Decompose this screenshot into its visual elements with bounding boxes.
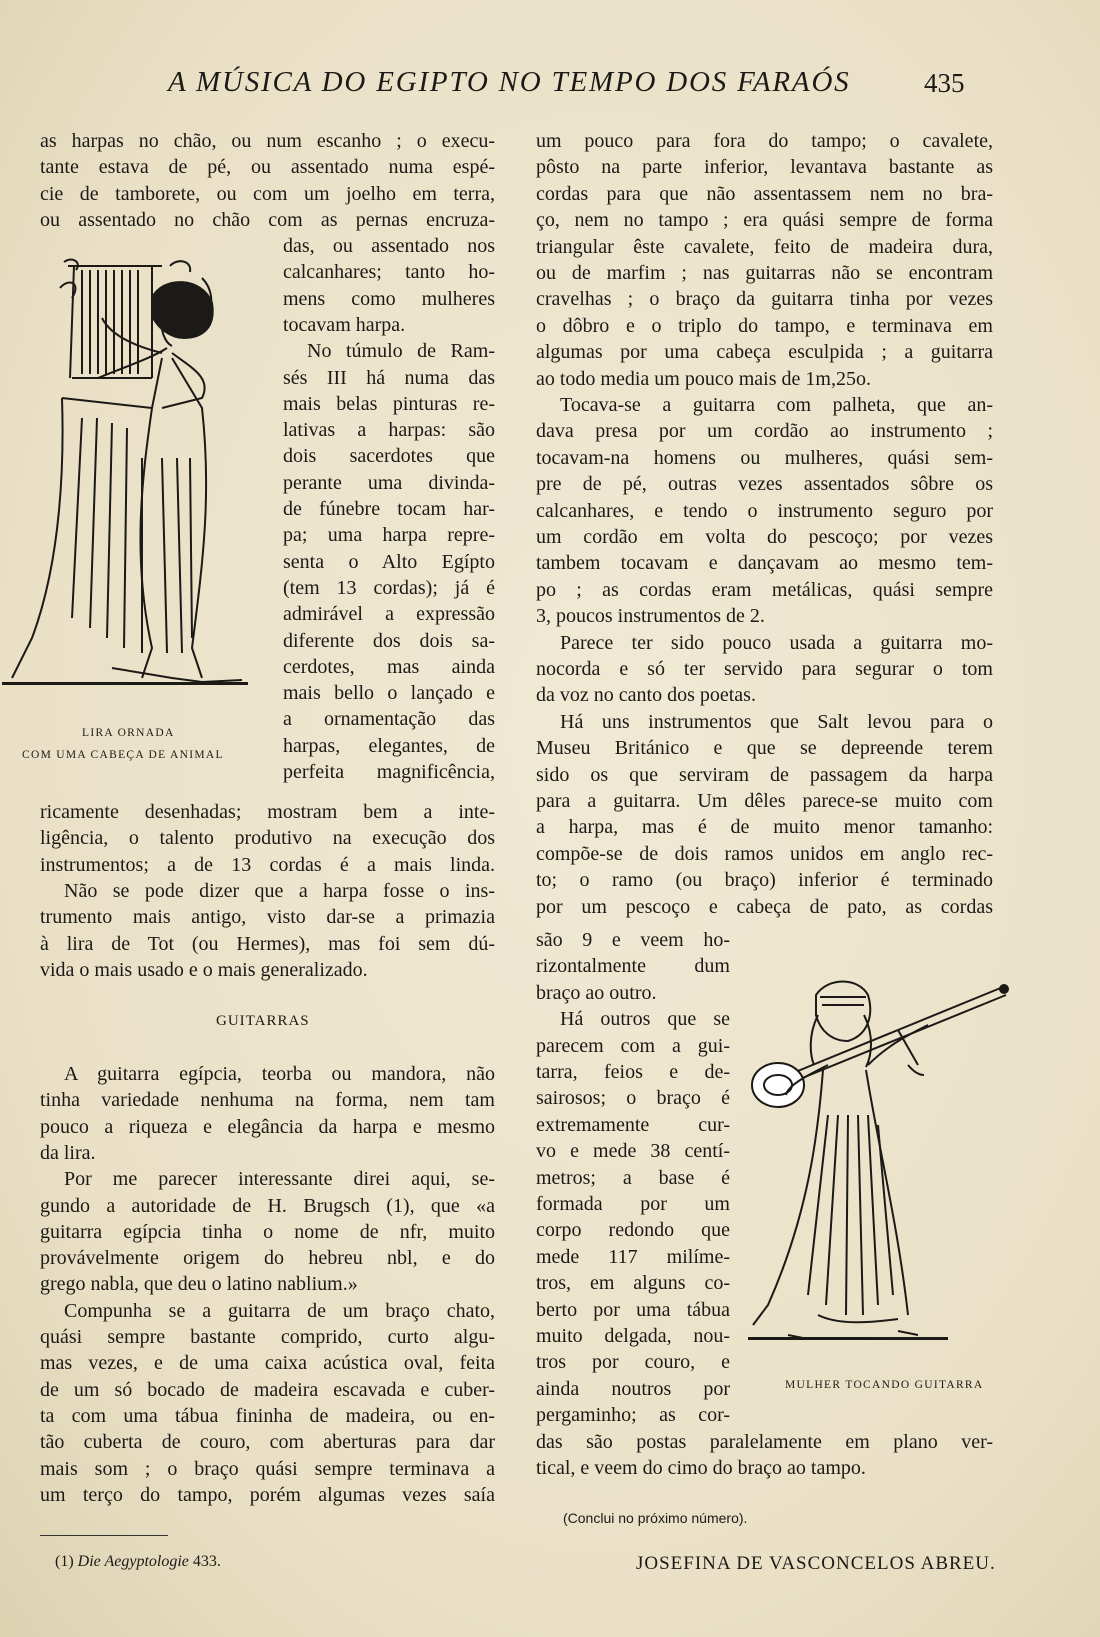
text-line: metros; a base é xyxy=(536,1166,730,1189)
text-line: cordas para que não assentassem nem no bra- xyxy=(536,182,993,205)
text-line: dava presa por um cordão ao instrumento ; xyxy=(536,420,993,443)
text-line: cravelhas ; o braço da guitarra tinha por vezes xyxy=(536,288,993,311)
text-line: extremamente cur- xyxy=(536,1113,730,1136)
text-line: vida o mais usado e o mais generalizado. xyxy=(40,958,368,981)
text-line: ou assentado no chão com as pernas encruza- xyxy=(40,208,495,231)
text-line: as harpas no chão, ou num escanho ; o execu- xyxy=(40,130,495,152)
text-line: Não se pode dizer que a harpa fosse o ins- xyxy=(64,879,495,902)
text-line: mais belas pinturas re- xyxy=(283,392,495,415)
text-line: tros, em alguns co- xyxy=(536,1272,730,1295)
text-line: Há outros que se xyxy=(560,1008,730,1031)
lyre-caption-line-1: LIRA ORNADA xyxy=(82,727,175,739)
text-line: gundo a autoridade de H. Brugsch (1), que «a xyxy=(40,1194,495,1217)
text-line: tical, e veem do cimo do braço ao tampo. xyxy=(536,1457,866,1480)
text-line: algumas por uma cabeça esculpida ; a guitarra xyxy=(536,341,993,364)
text-line: tocavam harpa. xyxy=(283,313,406,336)
section-heading-guitarras: GUITARRAS xyxy=(216,1013,310,1029)
text-line: trumento mais antigo, visto dar-se a primazia xyxy=(40,906,495,929)
text-line: ao todo media um pouco mais de 1m,25o. xyxy=(536,367,871,390)
text-line: ta com uma tábua fininha de madeira, ou en- xyxy=(40,1404,495,1427)
text-line: tante estava de pé, ou assentado numa espé- xyxy=(40,156,495,179)
text-line: Por me parecer interessante direi aqui, se- xyxy=(64,1168,495,1191)
text-line: sés III há numa das xyxy=(283,366,495,389)
text-line: para a guitarra. Um dêles parece-se muito com xyxy=(536,790,993,812)
text-line: ço, nem no tampo ; era quási sempre de forma xyxy=(536,209,993,232)
text-line: um terço do tampo, porém algumas vezes saía xyxy=(40,1483,495,1506)
text-line: da voz no canto dos poetas. xyxy=(536,684,756,707)
text-line: Museu Británico e que se depreende terem xyxy=(536,737,993,760)
text-line: to; o ramo (ou braço) inferior é terminado xyxy=(536,869,993,892)
text-line: Tocava-se a guitarra com palheta, que an- xyxy=(560,394,993,416)
text-line: Parece ter sido pouco usada a guitarra mo- xyxy=(560,631,993,654)
text-line: vo e mede 38 centí- xyxy=(536,1140,730,1163)
text-line: de fúnebre tocam har- xyxy=(283,498,495,520)
text-line: pergaminho; as cor- xyxy=(536,1404,730,1427)
text-line: grego nabla, que deu o latino nablium.» xyxy=(40,1273,358,1296)
text-line: tinha variedade nenhuma na forma, nem tam xyxy=(40,1089,495,1112)
text-line: mais bello o lançado e xyxy=(283,682,495,705)
text-line: ou de marfim ; nas guitarras não se encontram xyxy=(536,262,993,284)
text-line: instrumentos; a de 13 cordas é a mais linda. xyxy=(40,853,495,876)
text-line: mens como mulheres xyxy=(283,287,495,310)
text-line: de um só bocado de madeira escavada e cuber- xyxy=(40,1378,495,1401)
text-line: po ; as cordas eram metálicas, quási sempre xyxy=(536,578,993,601)
text-line: A guitarra egípcia, teorba ou mandora, não xyxy=(64,1063,495,1085)
text-line: compõe-se de dois ramos unidos em anglo rec- xyxy=(536,842,993,865)
text-line: (tem 13 cordas); já é xyxy=(283,576,495,599)
text-line: um pouco para fora do tampo; o cavalete, xyxy=(536,130,993,152)
guitar-caption: MULHER TOCANDO GUITARRA xyxy=(785,1379,984,1391)
text-line: ainda noutros por xyxy=(536,1377,730,1400)
author-signature: JOSEFINA DE VASCONCELOS ABREU. xyxy=(636,1553,996,1574)
text-line: formada por um xyxy=(536,1193,730,1215)
text-line: por um pescoço e cabeça de pato, as cordas xyxy=(536,895,993,918)
continued-note: (Conclui no próximo número). xyxy=(563,1510,748,1526)
text-line: sido os que serviram de passagem da harpa xyxy=(536,763,993,786)
text-line: quási sempre bastante comprido, curto algu- xyxy=(40,1326,495,1348)
text-line: braço ao outro. xyxy=(536,981,657,1004)
text-line: sairosos; o braço é xyxy=(536,1087,730,1110)
text-line: nocorda e só ter servido para segurar o tom xyxy=(536,658,993,680)
text-line: parecem com a gui- xyxy=(536,1034,730,1057)
text-line: berto por uma tábua xyxy=(536,1298,730,1321)
text-line: guitarra egípcia tinha o nome de nfr, muito xyxy=(40,1220,495,1243)
footnote-rule xyxy=(40,1535,168,1536)
text-line: tarra, feios e de- xyxy=(536,1061,730,1083)
text-line: o dôbro e o triplo do tampo, e terminava em xyxy=(536,314,993,337)
text-line: admirável a expressão xyxy=(283,603,495,626)
text-line: dois sacerdotes que xyxy=(283,445,495,468)
text-line: senta o Alto Egípto xyxy=(283,550,495,573)
guitar-player-illustration xyxy=(748,975,1028,1370)
text-line: a harpa, mas é de muito menor tamanho: xyxy=(536,816,993,839)
text-line: cie de tamborete, ou com um joelho em terra, xyxy=(40,182,495,205)
text-line: Compunha se a guitarra de um braço chato, xyxy=(64,1299,495,1322)
text-line: No túmulo de Ram- xyxy=(307,340,495,363)
lyre-caption-line-2: COM UMA CABEÇA DE ANIMAL xyxy=(22,749,224,761)
page-number: 435 xyxy=(924,68,965,98)
text-line: mas vezes, e de uma caixa acústica oval, feita xyxy=(40,1352,495,1375)
text-line: pre de pé, outras vezes assentados sôbre os xyxy=(536,473,993,496)
text-line: rizontalmente dum xyxy=(536,955,730,978)
text-line: perfeita magnificência, xyxy=(283,761,495,783)
footnote-title: Die Aegyptologie xyxy=(77,1553,189,1570)
text-line: diferente dos dois sa- xyxy=(283,629,495,652)
text-line: provávelmente origem do hebreu nbl, e do xyxy=(40,1247,495,1270)
text-line: ligência, o talento produtivo na execução dos xyxy=(40,827,495,850)
text-line: pa; uma harpa repre- xyxy=(283,524,495,547)
text-line: perante uma divinda- xyxy=(283,471,495,494)
text-line: à lira de Tot (ou Hermes), mas foi sem dú- xyxy=(40,932,495,955)
text-line: mede 117 milíme- xyxy=(536,1245,730,1268)
text-line: a ornamentação das xyxy=(283,708,495,731)
text-line: tambem tocavam e dançavam ao mesmo tem- xyxy=(536,552,993,575)
text-line: Há uns instrumentos que Salt levou para o xyxy=(560,710,993,733)
text-line: pouco a riqueza e elegância da harpa e mesmo xyxy=(40,1115,495,1138)
text-line: muito delgada, nou- xyxy=(536,1325,730,1347)
footnote xyxy=(55,1553,221,1571)
text-line: lativas a harpas: são xyxy=(283,419,495,442)
text-line: pôsto na parte inferior, levantava bastante as xyxy=(536,156,993,179)
text-line: calcanhares, e tendo o instrumento seguro por xyxy=(536,499,993,522)
text-line: ricamente desenhadas; mostram bem a inte- xyxy=(40,801,495,823)
footnote-marker: (1) xyxy=(55,1553,74,1570)
text-line: corpo redondo que xyxy=(536,1219,730,1242)
running-header-title: A MÚSICA DO EGIPTO NO TEMPO DOS FARAÓS xyxy=(168,66,851,98)
text-line: da lira. xyxy=(40,1141,96,1164)
text-line: tão cuberta de couro, com aberturas para dar xyxy=(40,1431,495,1454)
text-line: mais som ; o braço quási sempre terminava a xyxy=(40,1457,495,1480)
lyre-player-illustration xyxy=(2,258,257,713)
text-line: um cordão em volta do pescoço; por vezes xyxy=(536,526,993,548)
footnote-page: 433. xyxy=(192,1553,221,1570)
text-line: tros por couro, e xyxy=(536,1351,730,1374)
text-line: triangular êste cavalete, feito de madeira dura, xyxy=(536,235,993,258)
text-line: tocavam-na homens ou mulheres, quási sem- xyxy=(536,446,993,469)
text-line: calcanhares; tanto ho- xyxy=(283,261,495,284)
text-line: harpas, elegantes, de xyxy=(283,734,495,757)
text-line: são 9 e veem ho- xyxy=(536,929,730,951)
text-line: 3, poucos instrumentos de 2. xyxy=(536,605,765,628)
text-line: das, ou assentado nos xyxy=(283,235,495,257)
text-line: das são postas paralelamente em plano ver- xyxy=(536,1431,993,1453)
text-line: cerdotes, mas ainda xyxy=(283,655,495,678)
